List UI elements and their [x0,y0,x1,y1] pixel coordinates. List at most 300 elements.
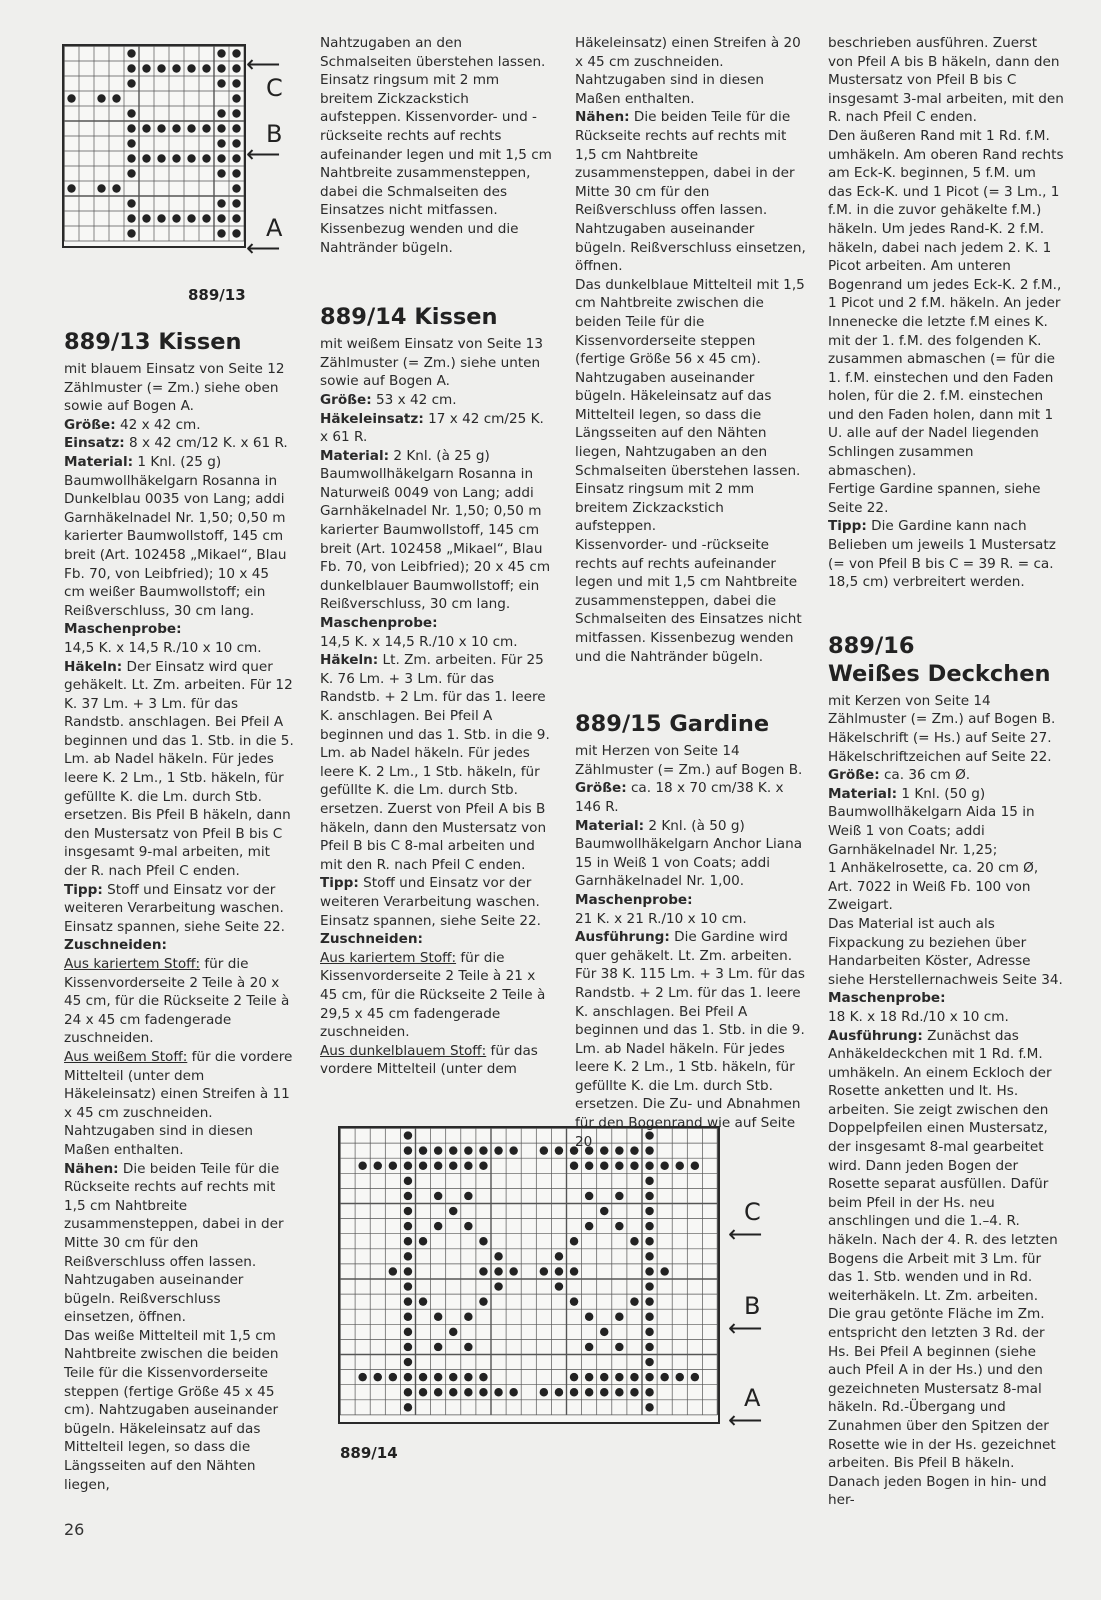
paragraph [320,354,552,391]
paragraph [64,360,294,379]
filled-cell-dot [479,1146,487,1154]
arrow-label-c: C [744,1198,761,1226]
paragraph [575,536,807,666]
filled-cell-dot [419,1146,427,1154]
paragraph [320,930,552,949]
paragraph-key: Häkeleinsatz: [320,410,424,427]
filled-cell-dot [570,1267,578,1275]
filled-cell-dot [142,154,150,162]
filled-cell-dot [419,1388,427,1396]
filled-cell-dot [404,1328,412,1336]
paragraph [828,785,1064,859]
filled-cell-dot [464,1162,472,1170]
filled-cell-dot [630,1162,638,1170]
paragraph-text: Die Gardine wird quer gehäkelt. Lt. Zm. arbeiten. Für 38 K. 115 Lm. + 3 Lm. für das Randstb. + 2 Lm. für das 1. leere K. anschlagen. Bei Pfeil A beginnen und das 1. Stb. in die 9. Lm. ab Nadel häkeln. Für jedes leere K. 2 Lm., 1 Stb. häkeln, für gefüllte K. die Lm. durch Stb. ersetzen. Die Zu- und Abnahmen für den Bogenrand wie auf Seite 20 [575,929,805,1150]
filled-cell-dot [434,1388,442,1396]
section-title-889-16: Weißes Deckchen [828,660,1051,687]
paragraph-underlined: Aus kariertem Stoff: [64,956,201,972]
filled-cell-dot [585,1222,593,1230]
filled-cell-dot [615,1343,623,1351]
filled-cell-dot [585,1162,593,1170]
filled-cell-dot [555,1388,563,1396]
continued-text: Nahtzugaben an den Schmalseiten überstehen lassen. Einsatz ringsum mit 2 mm breitem Zickzackstich aufsteppen. Kissenvorder- und -rückseite rechts auf rechts aufeinander legen und mit 1,5 cm Nahtbreite zusammensteppen, dabei die Schmalseiten des Einsatzes nicht mitfassen. Kissenbezug wenden und die Nahtränder bügeln. [320,35,552,256]
paragraph-text: 1 Knl. (50 g) Baumwollhäkelgarn Aida 15 in Weiß 1 von Coats; addi Garnhäkelnadel Nr. 1,25; [828,785,1035,858]
filled-cell-dot [142,64,150,72]
paragraph [575,742,807,761]
filled-cell-dot [570,1237,578,1245]
paragraph-key: Material: [64,453,134,470]
filled-cell-dot [479,1162,487,1170]
filled-cell-dot [419,1162,427,1170]
filled-cell-dot [172,154,180,162]
page-number: 26 [64,1520,85,1539]
paragraph [320,949,552,1042]
paragraph [64,1048,294,1122]
filled-cell-dot [600,1207,608,1215]
filled-cell-dot [509,1388,517,1396]
filled-cell-dot [112,94,120,102]
filled-cell-dot [127,169,135,177]
paragraph-text: Nahtzugaben sind in diesen Maßen enthalten. [575,72,765,107]
filled-cell-dot [142,214,150,222]
section-body-889-14 [320,335,552,1079]
paragraph [64,955,294,1048]
paragraph-text: Nahtzugaben sind in diesen Maßen enthalten. [64,1123,254,1158]
filled-cell-dot [434,1313,442,1321]
filled-cell-dot [217,139,225,147]
filled-cell-dot [404,1252,412,1260]
column-889-16 [828,34,1064,1510]
filled-cell-dot [479,1237,487,1245]
paragraph-text: Zählmuster (= Zm.) siehe unten sowie auf Bogen A. [320,354,541,390]
paragraph-text: Kissenvorder- und -rückseite rechts auf rechts aufeinander legen und mit 1,5 cm Nahtbreite zusammensteppen, dabei die Schmalseiten des Einsatzes nicht mitfassen. Kissenbezug wenden und die Nahtränder bügeln. [575,537,802,665]
paragraph [64,1122,294,1159]
column-889-15 [575,34,807,1151]
filled-cell-dot [232,214,240,222]
chart-label-889-14: 889/14 [340,1444,398,1462]
filled-cell-dot [404,1403,412,1411]
paragraph [575,817,807,891]
filled-cell-dot [645,1282,653,1290]
arrow-label-c: C [266,74,283,102]
filled-cell-dot [202,64,210,72]
filled-cell-dot [645,1343,653,1351]
paragraph-text: 18 K. x 18 Rd./10 x 10 cm. [828,1008,1009,1025]
paragraph-key: Zuschneiden: [64,937,167,954]
filled-cell-dot [645,1297,653,1305]
filled-cell-dot [494,1146,502,1154]
filled-cell-dot [555,1267,563,1275]
filled-cell-dot [434,1222,442,1230]
filled-cell-dot [494,1282,502,1290]
paragraph-key: Größe: [64,416,116,433]
filled-cell-dot [464,1146,472,1154]
filled-cell-dot [202,124,210,132]
paragraph [575,108,807,275]
filled-cell-dot [202,214,210,222]
filled-cell-dot [217,49,225,57]
filled-cell-dot [494,1252,502,1260]
paragraph-text: 53 x 42 cm. [371,391,457,408]
filled-cell-dot [232,154,240,162]
paragraph-key: Größe: [575,780,627,797]
paragraph [64,434,294,453]
filled-cell-dot [217,154,225,162]
paragraph [320,391,552,410]
filled-cell-dot [404,1297,412,1305]
filled-cell-dot [232,139,240,147]
paragraph [64,881,294,937]
filled-cell-dot [404,1388,412,1396]
paragraph [828,859,1064,915]
arrow-left-icon: ⟵ [728,1220,763,1248]
paragraph [828,517,1064,591]
filled-cell-dot [509,1146,517,1154]
filled-cell-dot [187,214,195,222]
paragraph [575,34,807,71]
paragraph [320,614,552,633]
filled-cell-dot [645,1358,653,1366]
paragraph-text: Das Material ist auch als Fixpackung zu beziehen über Handarbeiten Köster, Adresse siehe Herstellernachweis Seite 34. [828,915,1063,988]
paragraph [575,276,807,536]
paragraph [320,447,552,614]
filled-cell-dot [540,1146,548,1154]
paragraph-text: 42 x 42 cm. [115,416,201,433]
filled-cell-dot [540,1267,548,1275]
filled-cell-dot [540,1388,548,1396]
filled-cell-dot [232,94,240,102]
filled-cell-dot [67,184,75,192]
filled-cell-dot [630,1388,638,1396]
paragraph [575,779,807,816]
filled-cell-dot [232,64,240,72]
filled-cell-dot [127,154,135,162]
paragraph-underlined: Aus dunkelblauem Stoff: [320,1042,487,1059]
filled-cell-dot [660,1162,668,1170]
paragraph [828,34,1064,127]
filled-cell-dot [187,154,195,162]
filled-cell-dot [389,1267,397,1275]
arrow-label-a: A [744,1384,761,1412]
chart-grid-889-13 [64,46,244,246]
filled-cell-dot [464,1313,472,1321]
filled-cell-dot [217,229,225,237]
paragraph [320,874,552,930]
filled-cell-dot [615,1373,623,1381]
paragraph [64,379,294,416]
arrow-left-icon: ⟵ [728,1406,763,1434]
paragraph [575,71,807,108]
paragraph-text: für die Kissenvorderseite 2 Teile à 21 x 45 cm, für die Rückseite 2 Teile à 29,5 x 45 cm fadengerade zuschneiden. [320,949,546,1041]
filled-cell-dot [157,154,165,162]
paragraph-text: Lt. Zm. arbeiten. Für 25 K. 76 Lm. + 3 Lm. für das Randstb. + 2 Lm. für das 1. leere K. anschlagen. Bei Pfeil A beginnen und das 1. Stb. in die 9. Lm. ab Nadel häkeln. Für jedes leere K. 2 Lm., 1 Stb. häkeln, für gefüllte K. die Lm. durch Stb. ersetzen. Zuerst von Pfeil A bis B häkeln, dann den Mustersatz von Pfeil B bis C 8-mal arbeiten und mit den R. nach Pfeil C enden. [320,652,550,873]
filled-cell-dot [404,1343,412,1351]
filled-cell-dot [479,1388,487,1396]
paragraph-text: Zählmuster (= Zm.) auf Bogen B. [575,761,803,778]
filled-cell-dot [570,1297,578,1305]
paragraph-text: Häkeleinsatz) einen Streifen à 20 x 45 cm zuschneiden. [575,35,801,70]
filled-cell-dot [615,1222,623,1230]
filled-cell-dot [645,1373,653,1381]
paragraph [320,1042,552,1079]
filled-cell-dot [464,1373,472,1381]
filled-cell-dot [449,1162,457,1170]
filled-cell-dot [600,1388,608,1396]
filled-cell-dot [645,1403,653,1411]
paragraph-text: 1 Knl. (25 g) Baumwollhäkelgarn Rosanna in Dunkelblau 0035 von Lang; addi Garnhäkelnadel Nr. 1,50; 0,50 m karierter Baumwollstoff, 145 cm breit (Art. 102458 „Mikael“, Blau Fb. 70, von Leibfried); 10 x 45 cm weißer Baumwollstoff; ein Reißverschluss, 30 cm lang. [64,453,287,619]
paragraph-text: für die vordere Mittelteil (unter dem Häkeleinsatz) einen Streifen à 11 x 45 cm zuschneiden. [64,1048,293,1121]
paragraph-text: ca. 18 x 70 cm/38 K. x 146 R. [575,780,784,815]
paragraph-text: Fertige Gardine spannen, siehe Seite 22. [828,481,1041,516]
filled-cell-dot [232,229,240,237]
filled-cell-dot [434,1343,442,1351]
filet-chart-889-14 [338,1126,720,1424]
filled-cell-dot [232,124,240,132]
filled-cell-dot [676,1373,684,1381]
paragraph [828,1027,1064,1510]
filet-chart-889-13 [62,44,246,248]
filled-cell-dot [600,1162,608,1170]
filled-cell-dot [479,1297,487,1305]
filled-cell-dot [691,1162,699,1170]
paragraph-key: Häkeln: [320,652,379,669]
arrow-label-b: B [266,120,283,148]
paragraph [64,936,294,955]
paragraph [320,633,552,652]
paragraph [828,766,1064,785]
section-title-889-13: 889/13 Kissen [64,329,242,355]
filled-cell-dot [434,1162,442,1170]
paragraph [575,761,807,780]
paragraph-text: Zählmuster (= Zm.) siehe oben sowie auf Bogen A. [64,379,279,415]
filled-cell-dot [404,1373,412,1381]
paragraph-text: für die Kissenvorderseite 2 Teile à 20 x 45 cm, für die Rückseite 2 Teile à 24 x 45 cm fadengerade zuschneiden. [64,956,290,1047]
filled-cell-dot [112,184,120,192]
arrow-label-a: A [266,214,283,242]
paragraph-key: Maschenprobe: [575,891,693,908]
paragraph-text: Der Einsatz wird quer gehäkelt. Lt. Zm. arbeiten. Für 12 K. 37 Lm. + 3 Lm. für das Randstb. anschlagen. Bei Pfeil A beginnen und das 1. Stb. in die 5. Lm. ab Nadel häkeln. Für jedes leere K. 2 Lm., 1 Stb. häkeln, für gefüllte K. die Lm. durch Stb. ersetzen. Bis Pfeil B häkeln, dann den Mustersatz von Pfeil B bis C insgesamt 9-mal arbeiten, mit der R. nach Pfeil C enden. [64,658,294,880]
paragraph-text: Das dunkelblaue Mittelteil mit 1,5 cm Nahtbreite zwischen die beiden Teile für die Kissenvorderseite steppen (fertige Größe 56 x 45 cm). Nahtzugaben auseinander bügeln. Häkeleinsatz auf das Mittelteil legen, so dass die Längsseiten auf den Nähten liegen, Nahtzugaben an den Schmalseiten überstehen lassen. Einsatz ringsum mit 2 mm breitem Zickzackstich aufsteppen. [575,276,805,535]
paragraph [575,891,807,910]
filled-cell-dot [127,64,135,72]
paragraph-key: Einsatz: [64,435,125,452]
paragraph [828,710,1064,766]
filled-cell-dot [585,1192,593,1200]
paragraph-key: Nähen: [64,1160,119,1177]
paragraph-text: ca. 36 cm Ø. [879,767,971,784]
filled-cell-dot [479,1267,487,1275]
paragraph-key: Maschenprobe: [64,621,182,638]
arrow-label-b: B [744,1292,761,1320]
paragraph-text: 2 Knl. (à 25 g) Baumwollhäkelgarn Rosanna in Naturweiß 0049 von Lang; addi Garnhäkelnadel Nr. 1,50; 0,50 m karierter Baumwollstoff, 145 cm breit (Art. 102458 „Mikael“, Blau Fb. 70, von Leibfried); 20 x 45 cm dunkelblauer Baumwollstoff; ein Reißverschluss, 30 cm lang. [320,447,551,613]
filled-cell-dot [127,109,135,117]
filled-cell-dot [232,49,240,57]
filled-cell-dot [127,214,135,222]
paragraph-key: Ausführung: [828,1027,923,1044]
filled-cell-dot [232,109,240,117]
paragraph [320,335,552,354]
paragraph [64,639,294,658]
filled-cell-dot [645,1328,653,1336]
paragraph-text: mit Kerzen von Seite 14 [828,692,991,709]
filled-cell-dot [630,1373,638,1381]
filled-cell-dot [232,169,240,177]
paragraph [828,989,1064,1008]
filled-cell-dot [217,64,225,72]
paragraph-text: Stoff und Einsatz vor der weiteren Verarbeitung waschen. Einsatz spannen, siehe Seite 22. [64,881,285,935]
filled-cell-dot [419,1297,427,1305]
paragraph [828,1008,1064,1027]
paragraph-text: für das vordere Mittelteil (unter dem [320,1042,538,1078]
paragraph-text: Die beiden Teile für die Rückseite rechts auf rechts mit 1,5 cm Nahtbreite zusammensteppen, dabei in der Mitte 30 cm für den Reißverschluss offen lassen. Nahtzugaben auseinander bügeln. Reißverschluss einsetzen, öffnen. [64,1160,284,1326]
filled-cell-dot [570,1162,578,1170]
filled-cell-dot [217,199,225,207]
paragraph-underlined: Aus kariertem Stoff: [320,949,457,966]
filled-cell-dot [97,184,105,192]
filled-cell-dot [434,1146,442,1154]
filled-cell-dot [127,229,135,237]
section-body-889-13 [64,360,294,1494]
filled-cell-dot [172,214,180,222]
filled-cell-dot [157,214,165,222]
paragraph [828,915,1064,989]
paragraph [64,416,294,435]
filled-cell-dot [676,1162,684,1170]
paragraph-key: Tipp: [64,881,103,898]
paragraph [64,1327,294,1494]
filled-cell-dot [67,94,75,102]
paragraph-text: 8 x 42 cm/12 K. x 61 R. [124,435,288,452]
filled-cell-dot [404,1192,412,1200]
filled-cell-dot [645,1207,653,1215]
filled-cell-dot [479,1373,487,1381]
paragraph-key: Ausführung: [575,929,670,946]
filled-cell-dot [217,169,225,177]
paragraph-key: Material: [575,817,645,834]
filled-cell-dot [600,1373,608,1381]
paragraph-text: Die beiden Teile für die Rückseite rechts auf rechts mit 1,5 cm Nahtbreite zusammensteppen, dabei in der Mitte 30 cm für den Reißverschluss offen lassen. Nahtzugaben auseinander bügeln. Reißverschluss einsetzen, öffnen. [575,109,806,275]
paragraph-key: Tipp: [320,875,359,892]
filled-cell-dot [464,1388,472,1396]
filled-cell-dot [157,64,165,72]
filled-cell-dot [630,1297,638,1305]
filled-cell-dot [615,1388,623,1396]
paragraph-text: mit blauem Einsatz von Seite 12 [64,361,285,377]
paragraph-text: Die Gardine kann nach Belieben um jeweils 1 Mustersatz (= von Pfeil B bis C = 39 R. = ca. 18,5 cm) verbreitert werden. [828,518,1056,591]
filled-cell-dot [645,1222,653,1230]
paragraph-key: Zuschneiden: [320,931,423,948]
filled-cell-dot [157,124,165,132]
filled-cell-dot [449,1328,457,1336]
paragraph [828,480,1064,517]
filled-cell-dot [127,139,135,147]
filled-cell-dot [127,199,135,207]
paragraph [828,127,1064,480]
filled-cell-dot [187,124,195,132]
filled-cell-dot [404,1282,412,1290]
paragraph-text: mit Herzen von Seite 14 [575,743,740,760]
filled-cell-dot [404,1222,412,1230]
filled-cell-dot [419,1237,427,1245]
filled-cell-dot [217,79,225,87]
paragraph [64,453,294,620]
filled-cell-dot [404,1146,412,1154]
filled-cell-dot [494,1267,502,1275]
chart-grid-889-14 [340,1128,718,1422]
paragraph-key: Tipp: [828,518,867,535]
filled-cell-dot [555,1282,563,1290]
column-889-13 [64,328,294,1494]
filled-cell-dot [660,1373,668,1381]
paragraph-text: Stoff und Einsatz vor der weiteren Verarbeitung waschen. Einsatz spannen, siehe Seite 22. [320,875,541,929]
filled-cell-dot [509,1267,517,1275]
paragraph-text: Zählmuster (= Zm.) auf Bogen B. Häkelschrift (= Hs.) auf Seite 27. Häkelschriftzeichen auf Seite 22. [828,711,1056,765]
filled-cell-dot [217,214,225,222]
paragraph-text: mit weißem Einsatz von Seite 13 [320,336,543,353]
continued-text [575,34,807,666]
filled-cell-dot [645,1237,653,1245]
arrow-left-icon: ⟵ [246,234,281,262]
column-889-14 [320,34,552,1079]
filled-cell-dot [645,1252,653,1260]
filled-cell-dot [97,94,105,102]
section-body-889-15 [575,742,807,1151]
filled-cell-dot [449,1373,457,1381]
filled-cell-dot [389,1162,397,1170]
filled-cell-dot [404,1237,412,1245]
filled-cell-dot [615,1162,623,1170]
filled-cell-dot [172,64,180,72]
filled-cell-dot [217,124,225,132]
section-title-889-14: 889/14 Kissen [320,304,498,331]
paragraph [575,910,807,929]
arrow-left-icon: ⟵ [728,1314,763,1342]
chart-label-889-13: 889/13 [188,286,246,304]
filled-cell-dot [645,1162,653,1170]
filled-cell-dot [419,1373,427,1381]
section-number-889-16: 889/16 [828,632,915,659]
filled-cell-dot [404,1177,412,1185]
filled-cell-dot [232,199,240,207]
paragraph-key: Maschenprobe: [828,990,946,1007]
filled-cell-dot [585,1373,593,1381]
paragraph-key: Größe: [828,767,880,784]
filled-cell-dot [449,1207,457,1215]
filled-cell-dot [555,1146,563,1154]
filled-cell-dot [645,1388,653,1396]
filled-cell-dot [127,124,135,132]
filled-cell-dot [630,1237,638,1245]
filled-cell-dot [404,1131,412,1139]
filled-cell-dot [389,1373,397,1381]
paragraph-key: Häkeln: [64,658,123,675]
paragraph-key: Material: [828,785,898,802]
paragraph [64,658,294,881]
filled-cell-dot [464,1192,472,1200]
filled-cell-dot [142,124,150,132]
filled-cell-dot [358,1162,366,1170]
filled-cell-dot [660,1267,668,1275]
paragraph-text: Das weiße Mittelteil mit 1,5 cm Nahtbreite zwischen die beiden Teile für die Kissenvorderseite steppen (fertige Größe 45 x 45 cm). Nahtzugaben auseinander bügeln. Häkeleinsatz auf das Mittelteil legen, so dass die Längsseiten auf den Nähten liegen, [64,1327,279,1493]
filled-cell-dot [585,1388,593,1396]
paragraph-text: 21 K. x 21 R./10 x 10 cm. [575,910,747,927]
arrow-left-icon: ⟵ [246,140,281,168]
filled-cell-dot [404,1267,412,1275]
filled-cell-dot [449,1146,457,1154]
filled-cell-dot [217,109,225,117]
paragraph-text: 14,5 K. x 14,5 R./10 x 10 cm. [64,639,262,656]
filled-cell-dot [464,1222,472,1230]
